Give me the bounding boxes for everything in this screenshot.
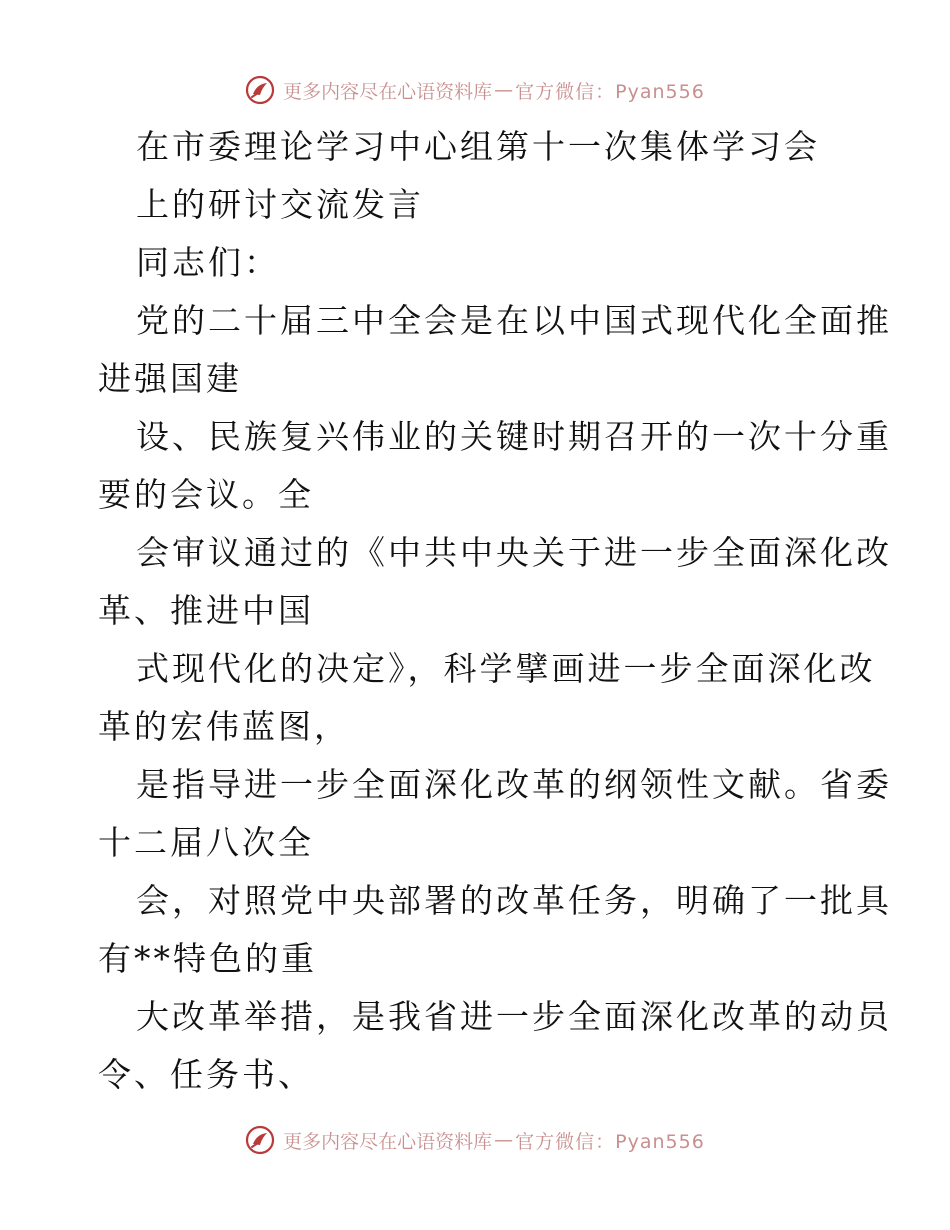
text-line: 十二届八次全 <box>98 823 314 862</box>
text-line: 有**特色的重 <box>98 939 317 978</box>
text-line: 令、任务书、 <box>98 1055 314 1094</box>
text-line: 设、民族复兴伟业的关键时期召开的一次十分重 <box>136 417 892 456</box>
text-line: 党的二十届三中全会是在以中国式现代化全面推 <box>136 301 892 340</box>
watermark-text: 更多内容尽在心语资料库 <box>283 80 493 103</box>
text-line: 是指导进一步全面深化改革的纲领性文献。省委 <box>136 765 892 804</box>
book-pen-icon <box>245 75 275 105</box>
text-line: 上的研讨交流发言 <box>136 185 424 224</box>
text-line: 要的会议。全 <box>98 475 314 514</box>
text-line: 会，对照党中央部署的改革任务，明确了一批具 <box>136 881 892 920</box>
header-watermark <box>0 70 950 110</box>
watermark-wechat: 官方微信：Pyan556 <box>515 80 705 103</box>
watermark-separator: — <box>494 1129 514 1151</box>
book-pen-icon <box>245 1125 275 1155</box>
text-line: 在市委理论学习中心组第十一次集体学习会 <box>136 127 820 166</box>
text-line: 进强国建 <box>98 359 242 398</box>
text-line: 革、推进中国 <box>98 591 314 630</box>
footer-watermark <box>0 1120 950 1160</box>
text-line: 同志们： <box>136 243 280 282</box>
text-line: 革的宏伟蓝图， <box>98 707 350 746</box>
text-line: 会审议通过的《中共中央关于进一步全面深化改 <box>136 533 892 572</box>
watermark-wechat: 官方微信：Pyan556 <box>515 1130 705 1153</box>
text-line: 式现代化的决定》，科学擘画进一步全面深化改 <box>136 649 876 688</box>
watermark-text: 更多内容尽在心语资料库 <box>283 1130 493 1153</box>
text-line: 大改革举措，是我省进一步全面深化改革的动员 <box>136 997 892 1036</box>
watermark-separator: — <box>494 79 514 101</box>
document-body <box>98 118 892 1104</box>
